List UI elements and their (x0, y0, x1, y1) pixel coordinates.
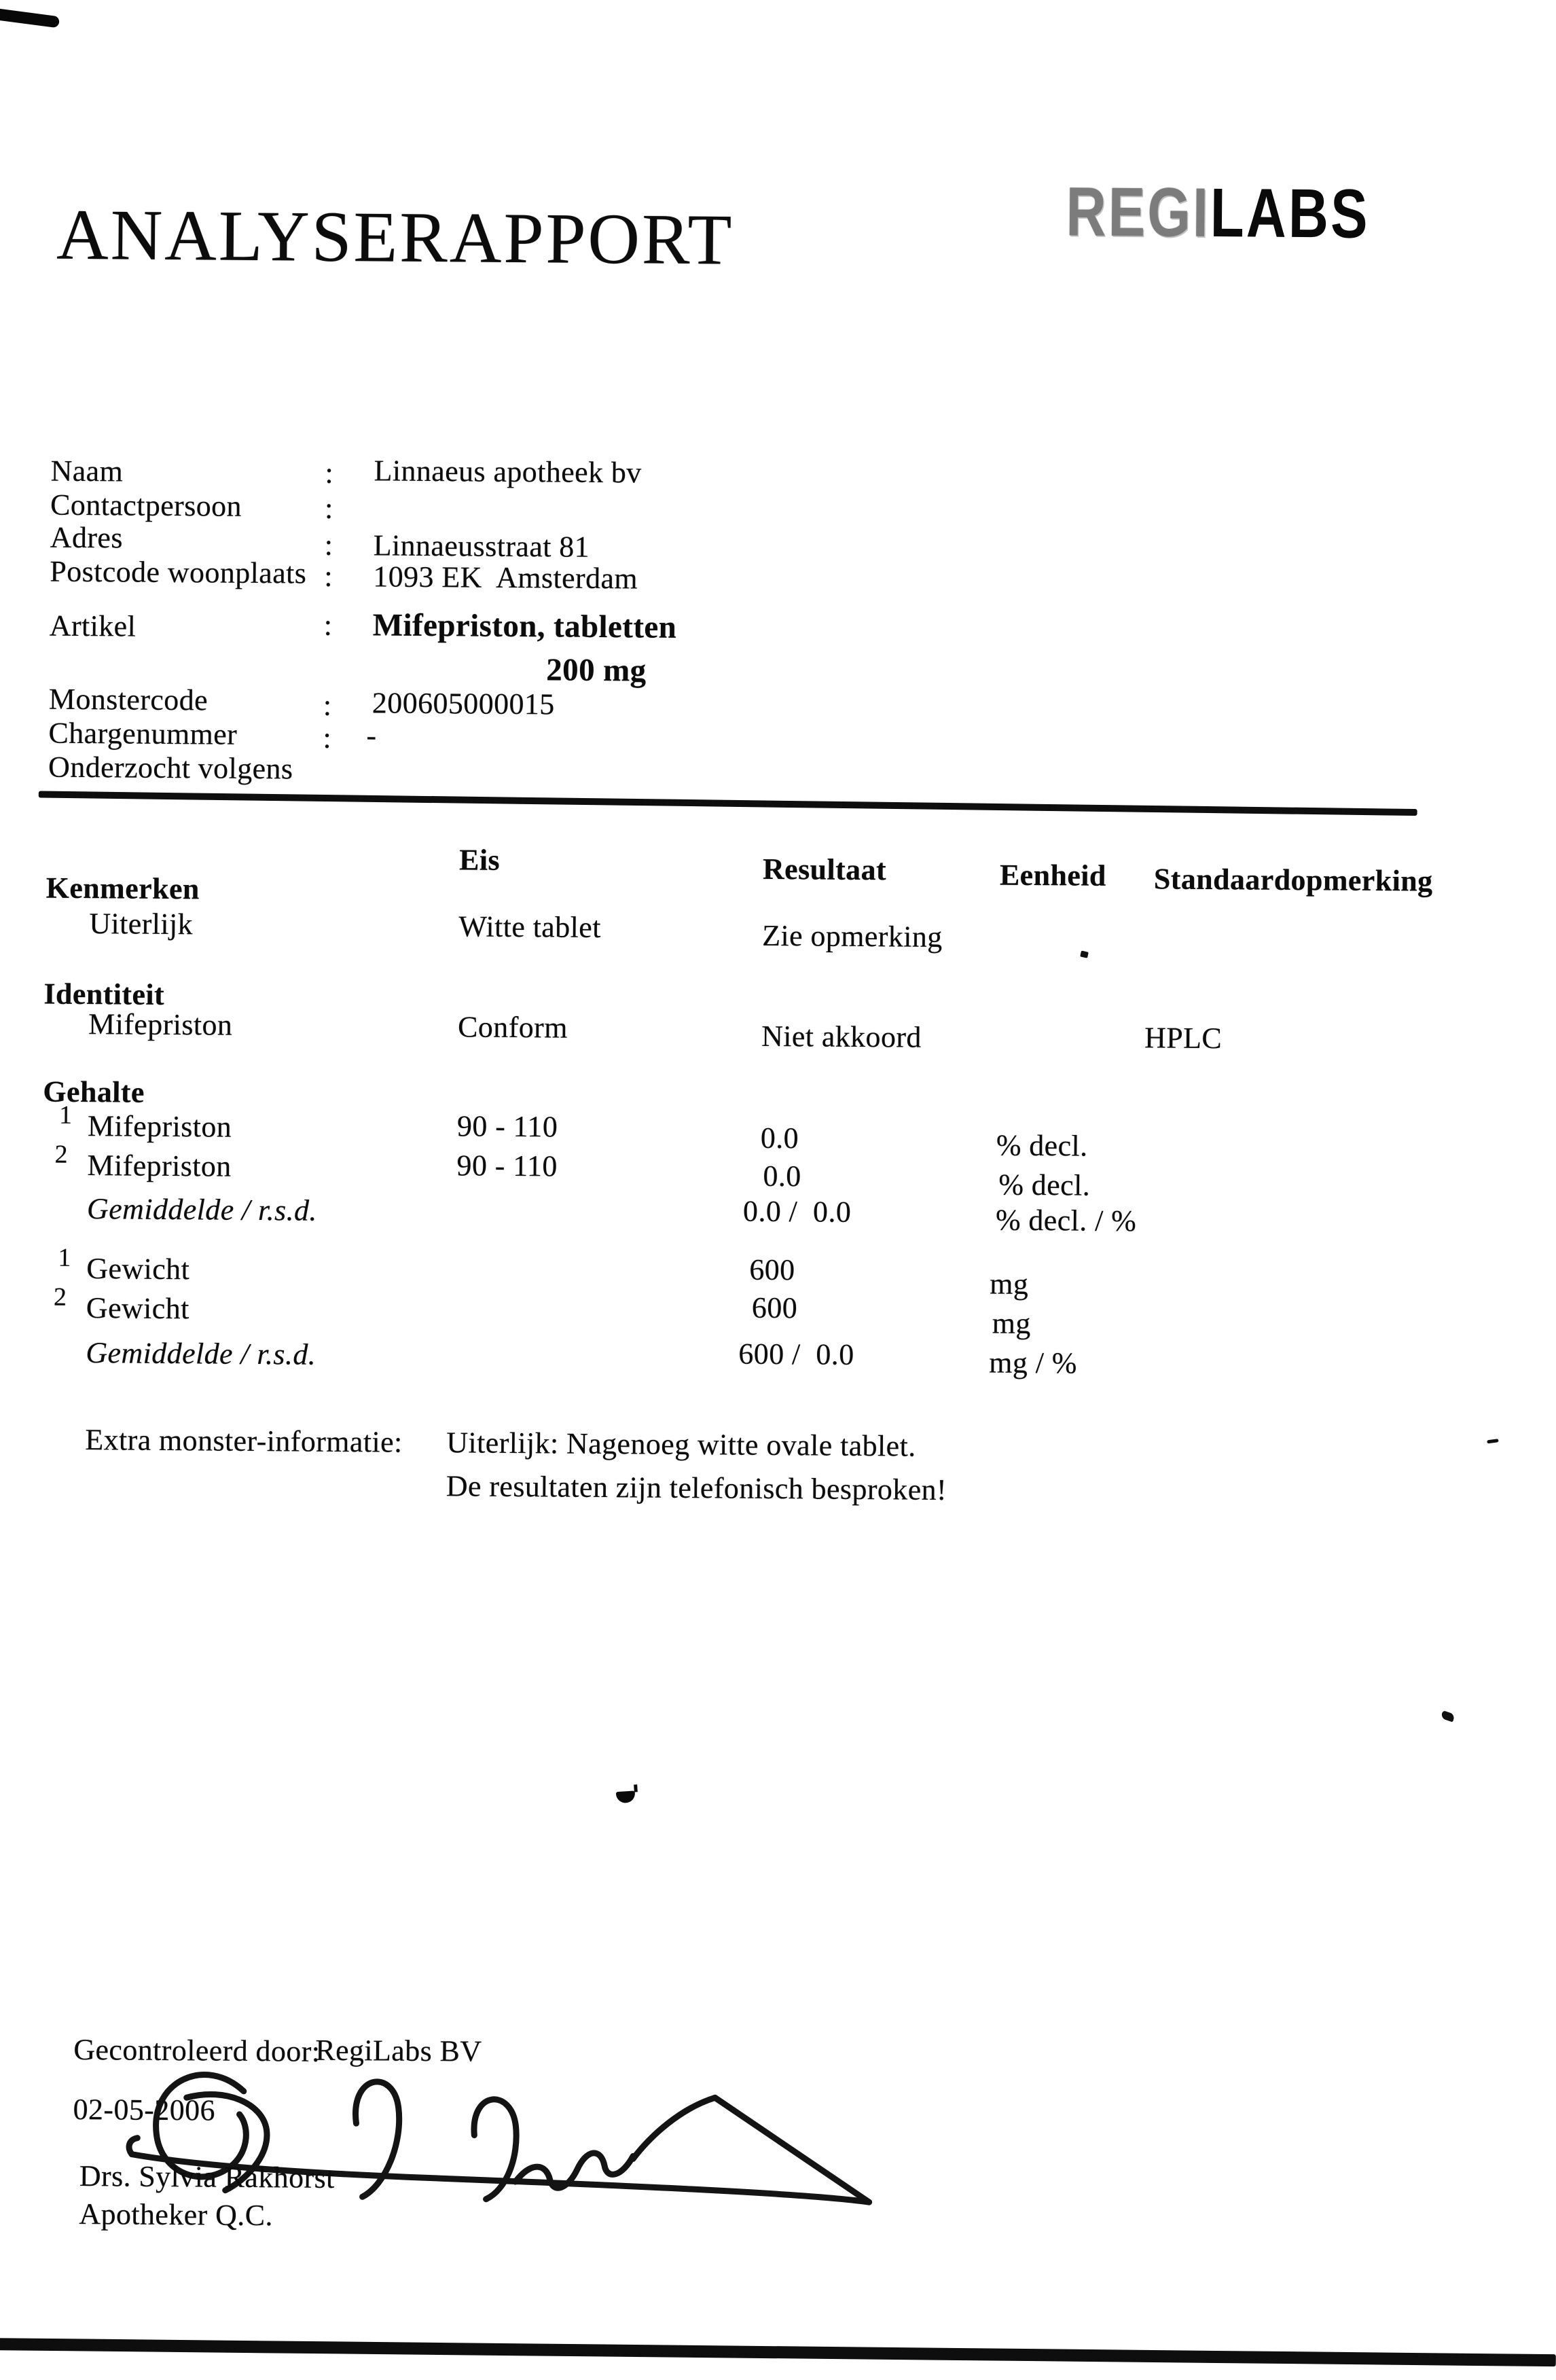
artikel-label: Artikel (49, 609, 137, 643)
table-cell-resultaat: 0.0 / 0.0 (742, 1194, 852, 1229)
checked-by-value: RegiLabs BV (315, 2033, 482, 2068)
signer-role: Apotheker Q.C. (79, 2197, 274, 2233)
artikel-value-line2: 200 mg (546, 652, 647, 689)
row-number: 1 (58, 1243, 72, 1272)
table-cell-kenmerk: Uiterlijk (89, 907, 194, 941)
table-cell-resultaat: Niet akkoord (761, 1019, 922, 1054)
table-cell-kenmerk: Gewicht (86, 1291, 189, 1326)
table-cell-eenheid: mg / % (989, 1346, 1077, 1380)
ink-blot (616, 1790, 636, 1803)
logo-gray-text: REGI (1066, 173, 1211, 252)
page-title: ANALYSERAPPORT (56, 194, 734, 280)
table-cell-eis: Witte tablet (458, 909, 602, 944)
scan-corner-mark (0, 8, 60, 28)
table-cell-resultaat: 600 (749, 1252, 795, 1287)
extra-info-label: Extra monster-informatie: (85, 1423, 403, 1459)
colon: : (324, 491, 333, 525)
footer-rule (0, 2338, 1556, 2366)
table-cell-kenmerk: Gemiddelde / r.s.d. (86, 1336, 316, 1371)
onderzocht-label: Onderzocht volgens (48, 750, 293, 786)
chargenummer-label: Chargenummer (48, 716, 238, 751)
row-number: 1 (58, 1100, 73, 1130)
row-number: 2 (54, 1140, 69, 1169)
monstercode-label: Monstercode (48, 682, 209, 717)
scan-speck (1441, 1710, 1455, 1722)
table-cell-resultaat: 0.0 (760, 1121, 799, 1155)
table-cell-kenmerk: Mifepriston (88, 1007, 233, 1042)
header-divider-rule (39, 791, 1417, 816)
adres-label: Adres (50, 520, 124, 555)
table-cell-kenmerk: Gemiddelde / r.s.d. (86, 1192, 318, 1227)
colon: : (323, 688, 332, 722)
col-header-eis: Eis (458, 843, 501, 877)
table-cell-eenheid: mg (992, 1306, 1031, 1340)
table-cell-resultaat: Zie opmerking (762, 918, 943, 954)
monstercode-value: 200605000015 (372, 686, 555, 721)
naam-label: Naam (50, 454, 124, 488)
table-cell-eenheid: mg (990, 1267, 1029, 1301)
artikel-value: Mifepriston, tabletten (372, 607, 677, 645)
table-cell-eis: 90 - 110 (456, 1109, 558, 1144)
table-cell-kenmerk: Mifepriston (87, 1149, 232, 1183)
table-cell-kenmerk: Gewicht (86, 1252, 190, 1286)
section-title-gehalte: Gehalte (43, 1075, 145, 1109)
extra-info-line1: Uiterlijk: Nagenoeg witte ovale tablet. (446, 1426, 916, 1463)
contactpersoon-label: Contactpersoon (50, 488, 242, 523)
table-cell-resultaat: 600 / 0.0 (738, 1337, 854, 1371)
table-cell-kenmerk: Mifepriston (87, 1109, 232, 1144)
colon: : (323, 608, 333, 642)
colon: : (324, 559, 333, 593)
col-header-resultaat: Resultaat (762, 852, 887, 887)
scan-speck (1080, 951, 1089, 958)
postcode-value: 1093 EK Amsterdam (373, 560, 638, 596)
postcode-label: Postcode woonplaats (50, 554, 307, 590)
regilabs-logo (1066, 173, 1371, 253)
row-number: 2 (53, 1282, 67, 1312)
table-cell-resultaat: 600 (751, 1291, 798, 1325)
col-header-kenmerken: Kenmerken (46, 871, 200, 906)
logo-black-text: LABS (1210, 174, 1371, 253)
table-cell-eis: 90 - 110 (456, 1149, 558, 1183)
naam-value: Linnaeus apotheek bv (374, 454, 642, 490)
colon: : (325, 456, 334, 490)
table-cell-eenheid: % decl. (998, 1168, 1091, 1202)
col-header-standaardopmerking: Standaardopmerking (1153, 862, 1433, 898)
colon: : (323, 721, 332, 755)
extra-info-line2: De resultaten zijn telefonisch besproken! (446, 1469, 947, 1507)
table-cell-standaardopmerking: HPLC (1144, 1021, 1223, 1056)
col-header-eenheid: Eenheid (999, 858, 1106, 892)
scan-speck (1487, 1439, 1499, 1443)
table-cell-eenheid: % decl. / % (995, 1203, 1137, 1238)
checked-by-label: Gecontroleerd door: (73, 2032, 321, 2068)
adres-value: Linnaeusstraat 81 (373, 528, 590, 564)
signer-name: Drs. Sylvia Rakhorst (79, 2159, 335, 2195)
signoff-date: 02-05-2006 (73, 2092, 216, 2127)
colon: : (324, 528, 333, 562)
table-cell-eenheid: % decl. (996, 1128, 1088, 1163)
table-cell-eis: Conform (457, 1010, 568, 1045)
section-title-identiteit: Identiteit (43, 977, 165, 1011)
chargenummer-value: - (366, 719, 377, 753)
table-cell-resultaat: 0.0 (763, 1159, 801, 1193)
